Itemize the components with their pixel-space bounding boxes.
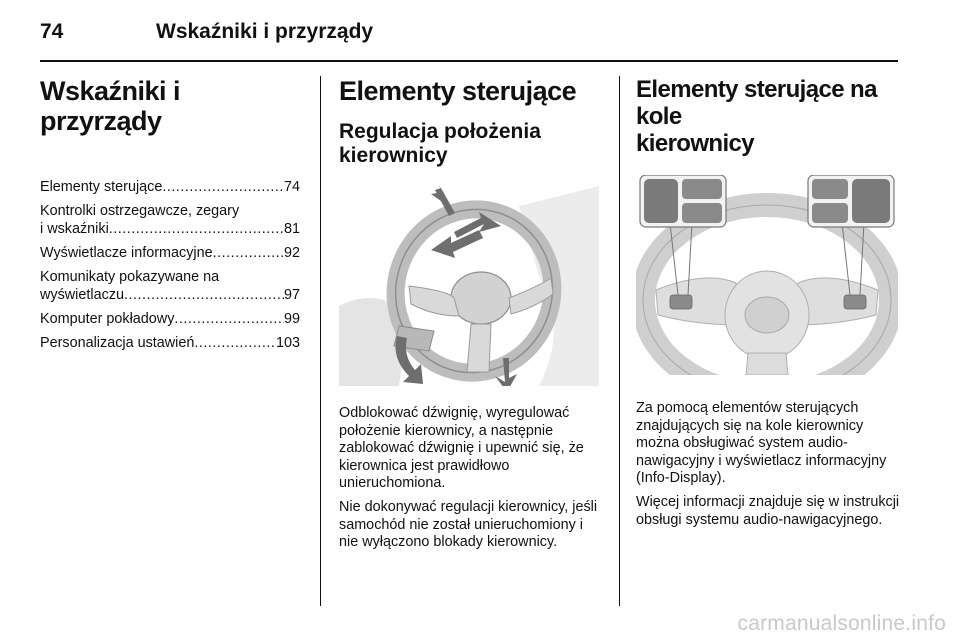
toc-entry-label: Komunikaty pokazywane na <box>40 269 220 285</box>
table-of-contents <box>40 178 300 352</box>
toc-entry[interactable] <box>40 178 300 196</box>
toc-entry[interactable] <box>40 202 300 238</box>
watermark: carmanualsonline.info <box>737 612 946 635</box>
running-title: Wskaźniki i przyrządy <box>156 20 374 43</box>
wheel-controls-column <box>636 66 906 529</box>
toc-entry-page: 92 <box>283 245 300 261</box>
toc-entry[interactable] <box>40 268 300 304</box>
toc-entry[interactable] <box>40 334 300 352</box>
toc-entry[interactable] <box>40 310 300 328</box>
paragraph: Odblokować dźwignię, wyregulować położenie kierownicy, a następnie zablokować dźwignię i upewnić się, że kierownica jest prawidłowo unieruchomiona. <box>339 405 584 492</box>
section-title: Elementy sterujące <box>339 76 577 106</box>
toc-entry-label: Wyświetlacze informacyjne <box>40 245 213 261</box>
chapter-title: Wskaźniki i przyrządy <box>40 76 181 136</box>
toc-entry-label: Personalizacja ustawień <box>40 335 195 351</box>
toc-entry-label: i wskaźniki <box>40 221 109 237</box>
toc-entry-page: 81 <box>283 221 300 237</box>
steering-adjust-column <box>339 66 601 552</box>
paragraph: Nie dokonywać regulacji kierownicy, jeśli samochód nie został unieruchomiony i nie wyłączono blokady kierownicy. <box>339 498 598 551</box>
toc-entry-label: Komputer pokładowy <box>40 311 175 327</box>
toc-entry[interactable] <box>40 244 300 262</box>
page-number: 74 <box>40 20 64 43</box>
toc-entry-page: 74 <box>283 179 300 195</box>
page-header <box>40 14 900 50</box>
steering-wheel-adjustment-illustration <box>339 186 599 386</box>
toc-column <box>40 66 300 352</box>
toc-entry-page: 103 <box>275 335 300 351</box>
toc-entry-page: 99 <box>283 311 300 327</box>
header-rule <box>40 60 898 62</box>
toc-entry-label: wyświetlaczu <box>40 287 124 303</box>
column-divider <box>320 76 321 606</box>
toc-entry-page: 97 <box>283 287 300 303</box>
column-divider <box>619 76 620 606</box>
toc-entry-label: Kontrolki ostrzegawcze, zegary <box>40 203 240 219</box>
steering-wheel-controls-illustration <box>636 175 898 375</box>
toc-entry-label: Elementy sterujące <box>40 179 163 195</box>
subsection-title: Regulacja położenia kierownicy <box>339 120 541 167</box>
section-title: Elementy sterujące na kole kierownicy <box>636 76 877 157</box>
paragraph: Za pomocą elementów sterujących znajdujących się na kole kierownicy można obsługiwać system audio-nawigacyjny i wyświetlacz informacyjny (Info-Display). <box>636 400 887 487</box>
paragraph: Więcej informacji znajduje się w instrukcji obsługi systemu audio-nawigacyjnego. <box>636 493 900 528</box>
